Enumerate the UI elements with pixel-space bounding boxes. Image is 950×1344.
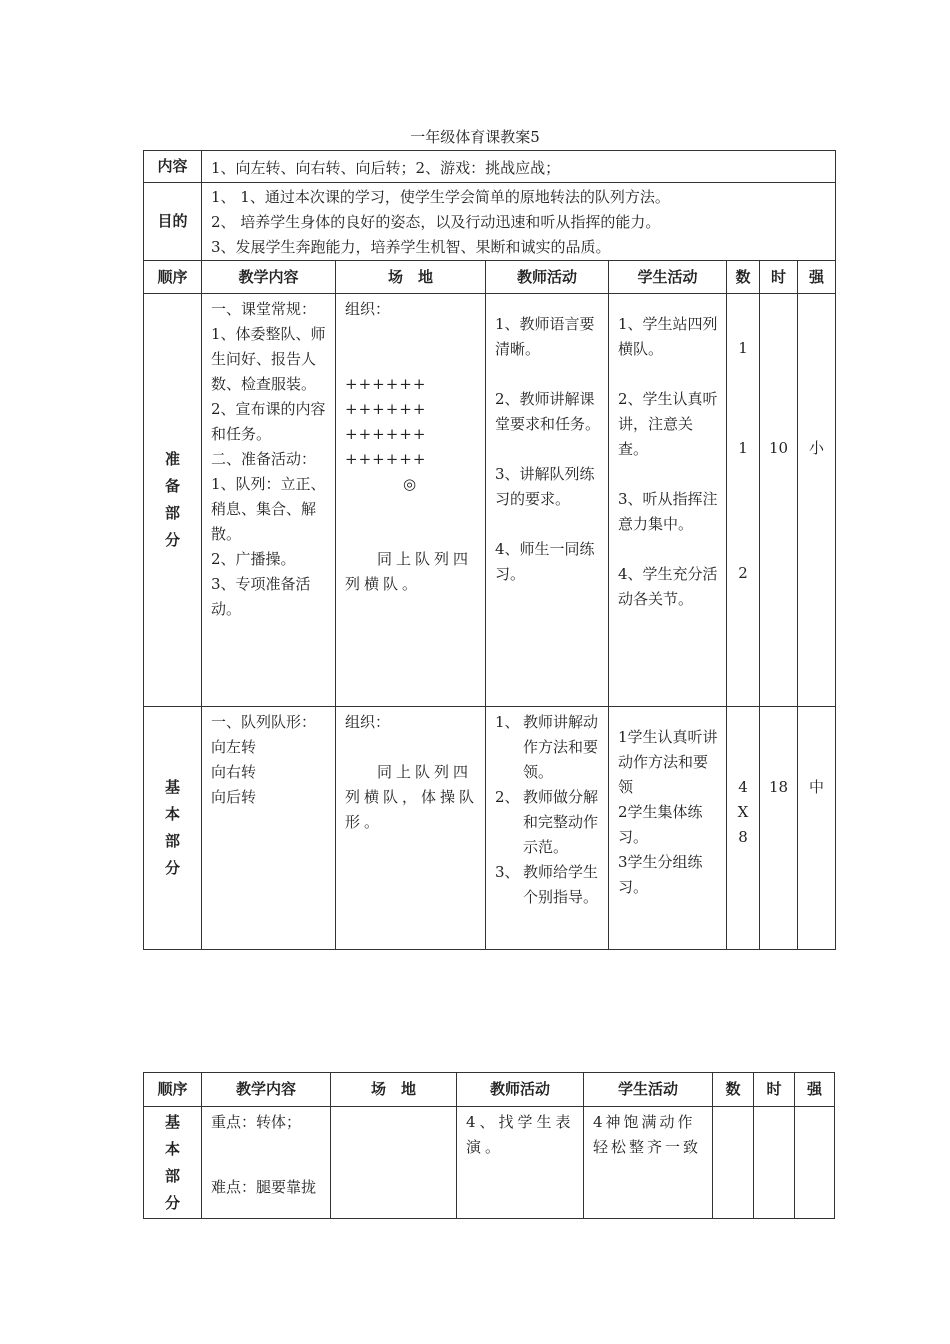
basic-venue-org: 组织： bbox=[345, 713, 391, 731]
list-text: 教师给学生个别指导。 bbox=[523, 863, 599, 906]
header-teacher: 教师活动 bbox=[457, 1073, 584, 1107]
prep-time bbox=[760, 294, 798, 707]
list-number: 3、 bbox=[495, 863, 520, 881]
goal-text bbox=[202, 183, 836, 261]
basic-teacher: 4、找学生表演。 bbox=[457, 1107, 584, 1219]
basic-count bbox=[713, 1107, 754, 1219]
list-number: 1、 bbox=[495, 713, 520, 731]
header-content: 教学内容 bbox=[202, 1073, 331, 1107]
basic-venue-note: 同上队列四列横队，体操队形。 bbox=[345, 763, 479, 831]
list-text: 教师做分解和完整动作示范。 bbox=[523, 788, 599, 856]
goal-line: 3、发展学生奔跑能力，培养学生机智、果断和诚实的品质。 bbox=[211, 238, 611, 256]
content-label: 内容 bbox=[144, 151, 202, 183]
header-row bbox=[144, 1073, 835, 1107]
basic-section-continued bbox=[144, 1107, 835, 1219]
key-point: 重点：转体； bbox=[211, 1113, 302, 1131]
header-venue: 场 地 bbox=[331, 1073, 457, 1107]
basic-teacher-item bbox=[495, 860, 602, 910]
difficulty: 难点：腿要靠拢 bbox=[211, 1178, 317, 1196]
prep-time-value: 10 bbox=[768, 439, 789, 457]
content-text: 1、向左转、向右转、向后转；2、游戏：挑战应战； bbox=[202, 151, 836, 183]
basic-venue bbox=[336, 707, 486, 950]
header-content: 教学内容 bbox=[202, 261, 336, 294]
prep-intensity bbox=[798, 294, 836, 707]
header-time: 时 bbox=[754, 1073, 795, 1107]
prep-count-item: 1 bbox=[738, 339, 748, 357]
document-title: 一年级体育课教案5 bbox=[410, 128, 540, 146]
header-student: 学生活动 bbox=[609, 261, 727, 294]
prep-count-item: 1 bbox=[738, 439, 748, 457]
prep-content: 一、课堂常规： 1、体委整队、师生问好、报告人数、检查服装。 2、宣布课的内容和任务。 二、准备活动： 1、队列：立正、稍息、集合、解散。 2、广播操。 3、专项准备活动。 bbox=[202, 294, 336, 707]
prep-venue-org: 组织： bbox=[345, 300, 391, 318]
basic-teacher-item bbox=[495, 785, 602, 860]
prep-student-item: 4、学生充分活动各关节。 bbox=[618, 565, 718, 608]
prep-student bbox=[609, 294, 727, 707]
basic-time bbox=[754, 1107, 795, 1219]
prep-count-item: 2 bbox=[738, 564, 748, 582]
lesson-plan-table bbox=[143, 150, 836, 950]
header-order: 顺序 bbox=[144, 1073, 202, 1107]
prep-teacher-item: 4、师生一同练习。 bbox=[495, 540, 595, 583]
prep-teacher-item: 1、教师语言要清晰。 bbox=[495, 315, 595, 358]
basic-intensity: 中 bbox=[798, 707, 836, 950]
prep-section bbox=[144, 294, 836, 707]
prep-venue-note: 同上队列四列横队。 bbox=[345, 550, 473, 593]
header-order: 顺序 bbox=[144, 261, 202, 294]
basic-count: 4 X 8 bbox=[727, 707, 760, 950]
goal-line: 1、 1、通过本次课的学习，使学生学会简单的原地转法的队列方法。 bbox=[211, 188, 670, 206]
list-text: 教师讲解动作方法和要领。 bbox=[523, 713, 599, 781]
header-count: 数 bbox=[727, 261, 760, 294]
prep-student-item: 3、听从指挥注意力集中。 bbox=[618, 490, 718, 533]
header-row bbox=[144, 261, 836, 294]
basic-teacher bbox=[486, 707, 609, 950]
basic-intensity bbox=[795, 1107, 835, 1219]
prep-intensity-value: 小 bbox=[808, 439, 824, 457]
basic-time: 18 bbox=[760, 707, 798, 950]
header-time: 时 bbox=[760, 261, 798, 294]
prep-student-item: 1、学生站四列横队。 bbox=[618, 315, 718, 358]
prep-teacher-item: 3、讲解队列练习的要求。 bbox=[495, 465, 595, 508]
basic-content bbox=[202, 1107, 331, 1219]
basic-label: 基 本 部 分 bbox=[144, 707, 202, 950]
goal-label: 目的 bbox=[144, 183, 202, 261]
header-student: 学生活动 bbox=[584, 1073, 713, 1107]
basic-student: 1学生认真听讲动作方法和要领 2学生集体练习。 3学生分组练习。 bbox=[609, 707, 727, 950]
teacher-position-icon: ◎ bbox=[403, 475, 417, 493]
prep-teacher-item: 2、教师讲解课堂要求和任务。 bbox=[495, 390, 601, 433]
prep-count bbox=[727, 294, 760, 707]
prep-student-item: 2、学生认真听讲，注意关查。 bbox=[618, 390, 718, 458]
prep-teacher bbox=[486, 294, 609, 707]
basic-section bbox=[144, 707, 836, 950]
prep-label: 准 备 部 分 bbox=[144, 294, 202, 707]
basic-label: 基 本 部 分 bbox=[144, 1107, 202, 1219]
header-count: 数 bbox=[713, 1073, 754, 1107]
lesson-plan-table-page2 bbox=[143, 1072, 835, 1219]
prep-venue bbox=[336, 294, 486, 707]
basic-teacher-item bbox=[495, 710, 602, 785]
header-intensity: 强 bbox=[795, 1073, 835, 1107]
basic-content: 一、队列队形： 向左转 向右转 向后转 bbox=[202, 707, 336, 950]
basic-student: 4神饱满动作轻松整齐一致 bbox=[584, 1107, 713, 1219]
header-teacher: 教师活动 bbox=[486, 261, 609, 294]
basic-venue bbox=[331, 1107, 457, 1219]
formation-grid: ++++++ ++++++ ++++++ ++++++ bbox=[345, 375, 427, 468]
list-number: 2、 bbox=[495, 788, 520, 806]
header-venue: 场 地 bbox=[336, 261, 486, 294]
goal-line: 2、 培养学生身体的良好的姿态，以及行动迅速和听从指挥的能力。 bbox=[211, 213, 661, 231]
header-intensity: 强 bbox=[798, 261, 836, 294]
